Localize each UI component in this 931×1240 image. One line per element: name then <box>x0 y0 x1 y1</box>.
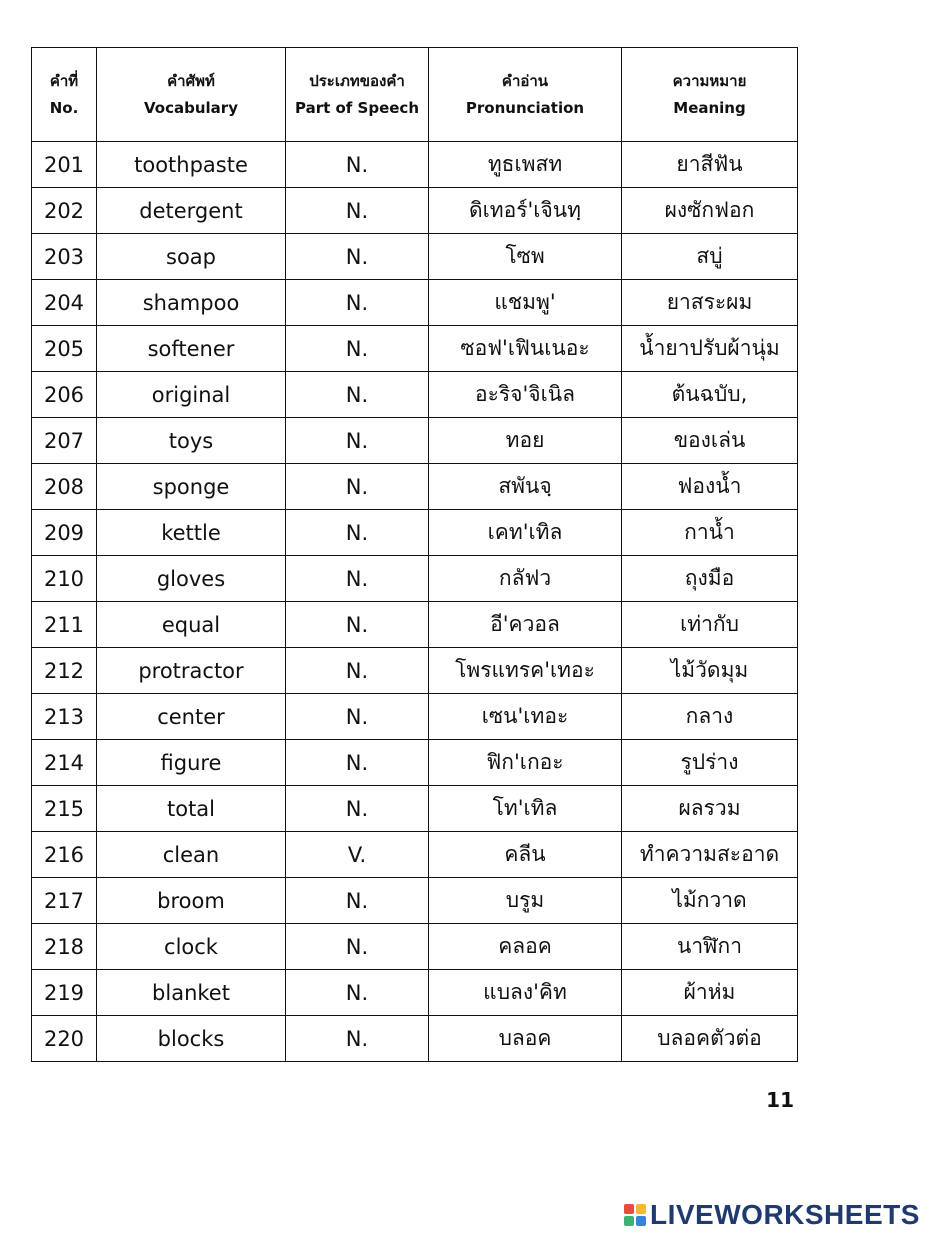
vocabulary-table-body <box>32 142 798 1062</box>
page-number: 11 <box>766 1088 794 1112</box>
liveworksheets-logo <box>624 1200 920 1230</box>
cell-meaning: ถุงมือ <box>622 556 798 602</box>
cell-part-of-speech: N. <box>286 326 429 372</box>
cell-no: 204 <box>32 280 97 326</box>
cell-meaning: ผงซักฟอก <box>622 188 798 234</box>
cell-meaning: ผ้าห่ม <box>622 970 798 1016</box>
table-row <box>32 924 798 970</box>
cell-part-of-speech: N. <box>286 142 429 188</box>
cell-pronunciation: ดิเทอร์'เจินทฺ <box>429 188 622 234</box>
cell-meaning: ของเล่น <box>622 418 798 464</box>
cell-part-of-speech: N. <box>286 786 429 832</box>
cell-vocabulary: toys <box>97 418 286 464</box>
cell-pronunciation: เคท'เทิล <box>429 510 622 556</box>
cell-part-of-speech: N. <box>286 372 429 418</box>
cell-part-of-speech: N. <box>286 694 429 740</box>
cell-vocabulary: total <box>97 786 286 832</box>
cell-part-of-speech: N. <box>286 1016 429 1062</box>
cell-meaning: ยาสีฟัน <box>622 142 798 188</box>
cell-part-of-speech: N. <box>286 510 429 556</box>
cell-meaning: นาฬิกา <box>622 924 798 970</box>
table-row <box>32 142 798 188</box>
table-row <box>32 372 798 418</box>
cell-no: 210 <box>32 556 97 602</box>
cell-vocabulary: toothpaste <box>97 142 286 188</box>
cell-meaning: ฟองน้ำ <box>622 464 798 510</box>
cell-meaning: ยาสระผม <box>622 280 798 326</box>
table-row <box>32 280 798 326</box>
cell-pronunciation: อี'ควอล <box>429 602 622 648</box>
cell-vocabulary: detergent <box>97 188 286 234</box>
cell-vocabulary: softener <box>97 326 286 372</box>
liveworksheets-logo-icon <box>624 1204 646 1226</box>
cell-no: 208 <box>32 464 97 510</box>
cell-pronunciation: สพันจฺ <box>429 464 622 510</box>
table-row <box>32 878 798 924</box>
cell-no: 205 <box>32 326 97 372</box>
cell-vocabulary: blocks <box>97 1016 286 1062</box>
cell-meaning: ทำความสะอาด <box>622 832 798 878</box>
cell-vocabulary: kettle <box>97 510 286 556</box>
header-part-of-speech: ประเภทของคำ Part of Speech <box>286 48 429 142</box>
table-row <box>32 602 798 648</box>
table-row <box>32 1016 798 1062</box>
cell-meaning: ต้นฉบับ, <box>622 372 798 418</box>
cell-meaning: ไม้กวาด <box>622 878 798 924</box>
cell-part-of-speech: N. <box>286 188 429 234</box>
cell-part-of-speech: N. <box>286 970 429 1016</box>
cell-no: 219 <box>32 970 97 1016</box>
cell-meaning: ไม้วัดมุม <box>622 648 798 694</box>
cell-no: 201 <box>32 142 97 188</box>
cell-vocabulary: clock <box>97 924 286 970</box>
cell-no: 212 <box>32 648 97 694</box>
table-row <box>32 234 798 280</box>
header-pronunciation: คำอ่าน Pronunciation <box>429 48 622 142</box>
cell-vocabulary: equal <box>97 602 286 648</box>
cell-meaning: สบู่ <box>622 234 798 280</box>
cell-pronunciation: โท'เทิล <box>429 786 622 832</box>
cell-pronunciation: ทอย <box>429 418 622 464</box>
table-row <box>32 464 798 510</box>
table-row <box>32 418 798 464</box>
cell-vocabulary: original <box>97 372 286 418</box>
cell-pronunciation: บลอค <box>429 1016 622 1062</box>
cell-meaning: บลอคตัวต่อ <box>622 1016 798 1062</box>
cell-vocabulary: shampoo <box>97 280 286 326</box>
table-row <box>32 832 798 878</box>
cell-part-of-speech: N. <box>286 234 429 280</box>
cell-part-of-speech: N. <box>286 648 429 694</box>
cell-no: 213 <box>32 694 97 740</box>
cell-meaning: เท่ากับ <box>622 602 798 648</box>
cell-pronunciation: คลอค <box>429 924 622 970</box>
cell-no: 207 <box>32 418 97 464</box>
logo-square <box>624 1204 634 1214</box>
cell-part-of-speech: N. <box>286 280 429 326</box>
cell-vocabulary: protractor <box>97 648 286 694</box>
table-row <box>32 970 798 1016</box>
cell-part-of-speech: N. <box>286 556 429 602</box>
logo-square <box>624 1216 634 1226</box>
cell-part-of-speech: N. <box>286 878 429 924</box>
cell-vocabulary: soap <box>97 234 286 280</box>
logo-square <box>636 1204 646 1214</box>
cell-pronunciation: คลีน <box>429 832 622 878</box>
table-row <box>32 326 798 372</box>
cell-pronunciation: แบลง'คิท <box>429 970 622 1016</box>
cell-meaning: ผลรวม <box>622 786 798 832</box>
cell-pronunciation: ฟิก'เกอะ <box>429 740 622 786</box>
table-row <box>32 648 798 694</box>
table-row <box>32 786 798 832</box>
cell-no: 214 <box>32 740 97 786</box>
logo-square <box>636 1216 646 1226</box>
cell-part-of-speech: N. <box>286 464 429 510</box>
cell-vocabulary: center <box>97 694 286 740</box>
cell-pronunciation: โซพ <box>429 234 622 280</box>
cell-pronunciation: อะริจ'จิเนิล <box>429 372 622 418</box>
cell-vocabulary: clean <box>97 832 286 878</box>
table-header-row <box>32 48 798 142</box>
cell-no: 209 <box>32 510 97 556</box>
cell-no: 220 <box>32 1016 97 1062</box>
cell-pronunciation: บรูม <box>429 878 622 924</box>
cell-part-of-speech: V. <box>286 832 429 878</box>
cell-no: 215 <box>32 786 97 832</box>
cell-pronunciation: ทูธเพสท <box>429 142 622 188</box>
cell-pronunciation: ซอฟ'เฟินเนอะ <box>429 326 622 372</box>
cell-pronunciation: แชมพู' <box>429 280 622 326</box>
cell-no: 216 <box>32 832 97 878</box>
cell-no: 206 <box>32 372 97 418</box>
logo-text: LIVEWORKSHEETS <box>650 1199 920 1230</box>
vocabulary-table <box>31 47 798 1062</box>
cell-vocabulary: gloves <box>97 556 286 602</box>
cell-part-of-speech: N. <box>286 924 429 970</box>
cell-vocabulary: sponge <box>97 464 286 510</box>
header-no: คำที่ No. <box>32 48 97 142</box>
cell-no: 202 <box>32 188 97 234</box>
cell-part-of-speech: N. <box>286 418 429 464</box>
header-vocabulary: คำศัพท์ Vocabulary <box>97 48 286 142</box>
cell-meaning: กลาง <box>622 694 798 740</box>
cell-pronunciation: เซน'เทอะ <box>429 694 622 740</box>
table-row <box>32 556 798 602</box>
cell-vocabulary: figure <box>97 740 286 786</box>
cell-vocabulary: broom <box>97 878 286 924</box>
cell-part-of-speech: N. <box>286 602 429 648</box>
cell-no: 218 <box>32 924 97 970</box>
cell-vocabulary: blanket <box>97 970 286 1016</box>
cell-no: 203 <box>32 234 97 280</box>
cell-pronunciation: โพรแทรค'เทอะ <box>429 648 622 694</box>
header-meaning: ความหมาย Meaning <box>622 48 798 142</box>
table-row <box>32 694 798 740</box>
cell-no: 217 <box>32 878 97 924</box>
table-row <box>32 740 798 786</box>
cell-meaning: กาน้ำ <box>622 510 798 556</box>
table-row <box>32 510 798 556</box>
cell-meaning: รูปร่าง <box>622 740 798 786</box>
cell-no: 211 <box>32 602 97 648</box>
cell-pronunciation: กลัฟว <box>429 556 622 602</box>
table-row <box>32 188 798 234</box>
cell-part-of-speech: N. <box>286 740 429 786</box>
cell-meaning: น้ำยาปรับผ้านุ่ม <box>622 326 798 372</box>
